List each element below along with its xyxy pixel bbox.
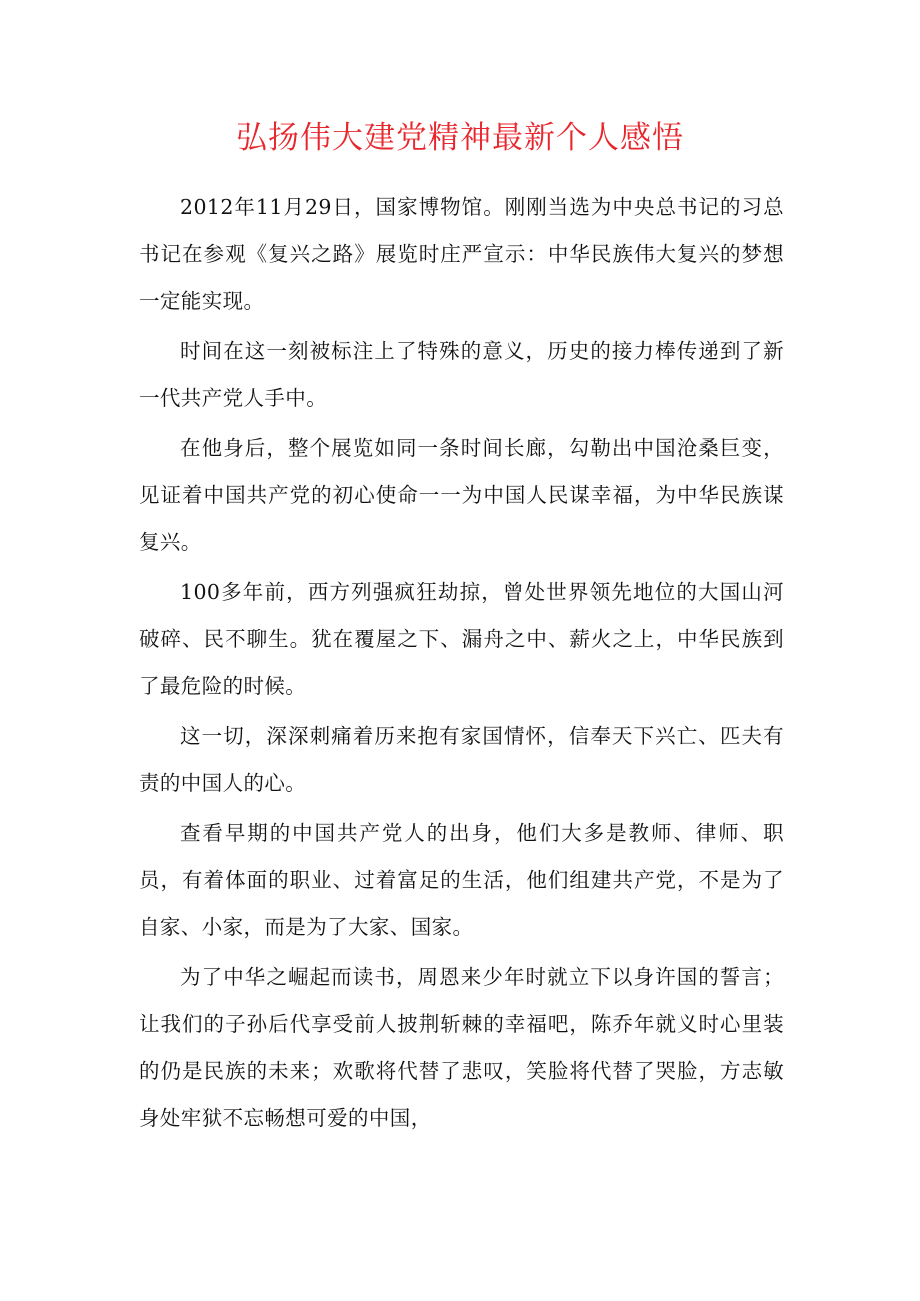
paragraph: 这一切，深深刺痛着历来抱有家国情怀，信奉天下兴亡、匹夫有责的中国人的心。 <box>139 724 784 795</box>
document-title: 弘扬伟大建党精神最新个人感悟 <box>236 120 684 156</box>
paragraph: 查看早期的中国共产党人的出身，他们大多是教师、律师、职员，有着体面的职业、过着富足的生活，他们组建共产党，不是为了自家、小家，而是为了大家、国家。 <box>139 821 784 939</box>
paragraph: 2012年11月29日，国家博物馆。刚刚当选为中央总书记的习总书记在参观《复兴之路》展览时庄严宣示：中华民族伟大复兴的梦想一定能实现。 <box>139 195 784 313</box>
paragraph: 100多年前，西方列强疯狂劫掠，曾处世界领先地位的大国山河破碎、民不聊生。犹在覆屋之下、漏舟之中、薪火之上，中华民族到了最危险的时候。 <box>139 580 784 698</box>
paragraph: 在他身后，整个展览如同一条时间长廊，勾勒出中国沧桑巨变，见证着中国共产党的初心使命一一为中国人民谋幸福，为中华民族谋复兴。 <box>139 436 784 554</box>
paragraph: 时间在这一刻被标注上了特殊的意义，历史的接力棒传递到了新一代共产党人手中。 <box>139 339 784 410</box>
paragraph: 为了中华之崛起而读书，周恩来少年时就立下以身许国的誓言；让我们的子孙后代享受前人披荆斩棘的幸福吧，陈乔年就义时心里装的仍是民族的未来；欢歌将代替了悲叹，笑脸将代替了哭脸，方志敏身处牢狱不忘畅想可爱的中国， <box>139 965 784 1130</box>
document-body <box>139 184 784 1145</box>
